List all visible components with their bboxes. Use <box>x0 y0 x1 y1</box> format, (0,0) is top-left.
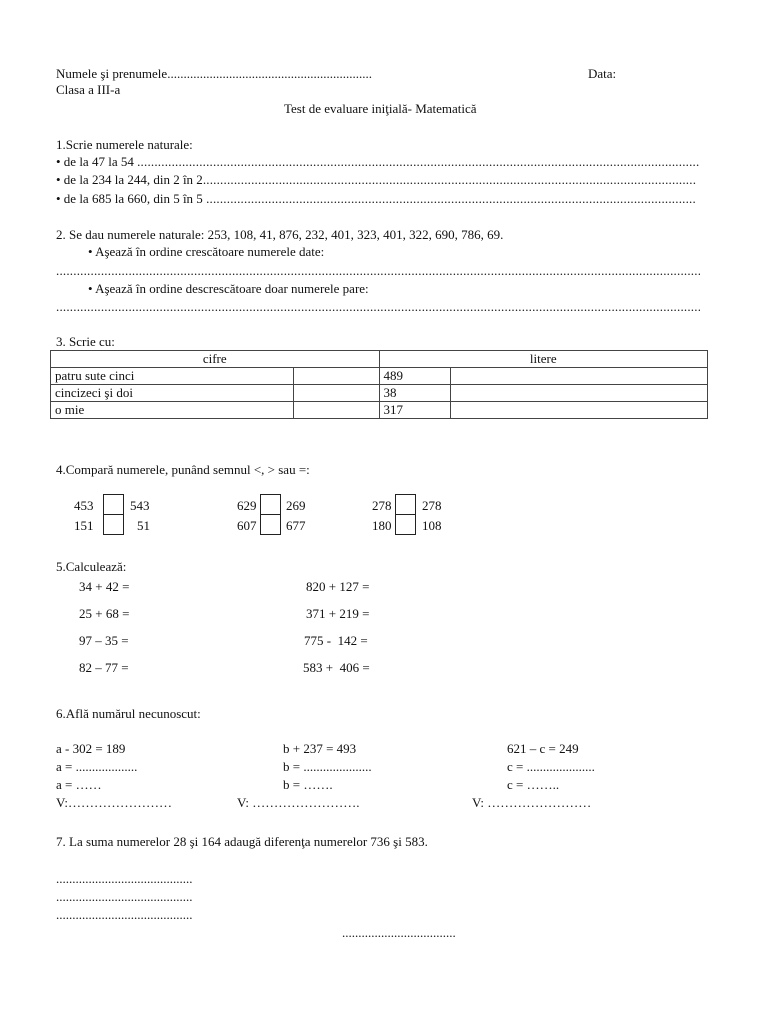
cell-number: 489 <box>379 368 451 385</box>
calc-right: 371 + 219 = <box>306 606 370 621</box>
calc-right: 583 + 406 = <box>303 660 370 675</box>
cell-answer-digits[interactable] <box>293 385 379 402</box>
verification-line: V: …………………… <box>472 795 592 810</box>
compare-a: 629 <box>237 498 257 513</box>
ex4-heading: 4.Compară numerele, punând semnul <, > sau =: <box>56 462 310 477</box>
answer-line: b = ……. <box>283 777 333 792</box>
table-row <box>51 385 708 402</box>
table-row <box>51 402 708 419</box>
ex1-heading: 1.Scrie numerele naturale: <box>56 137 193 152</box>
cell-answer-letters[interactable] <box>451 368 708 385</box>
column-header-digits: cifre <box>51 351 380 368</box>
cell-words: patru sute cinci <box>51 368 294 385</box>
cell-words: o mie <box>51 402 294 419</box>
calc-right: 820 + 127 = <box>306 579 370 594</box>
cell-answer-letters[interactable] <box>451 385 708 402</box>
compare-b: 278 <box>422 498 442 513</box>
cell-answer-digits[interactable] <box>293 368 379 385</box>
ex5-heading: 5.Calculează: <box>56 559 127 574</box>
answer-line: a = ................... <box>56 759 138 774</box>
ex3-table <box>50 350 708 419</box>
verification-line: V:…………………… <box>56 795 173 810</box>
table-row <box>51 368 708 385</box>
cell-answer-digits[interactable] <box>293 402 379 419</box>
compare-b: 269 <box>286 498 306 513</box>
answer-line: ................................... <box>342 925 456 940</box>
answer-line: b = ..................... <box>283 759 372 774</box>
date-label: Data: <box>588 66 617 81</box>
table-header-row <box>51 351 708 368</box>
answer-line: c = …….. <box>507 777 560 792</box>
compare-b: 543 <box>130 498 150 513</box>
ex1-line-2: • de la 234 la 244, din 2 în 2 ..... <box>56 172 696 187</box>
equation: b + 237 = 493 <box>283 741 357 756</box>
class-label: Clasa a III-a <box>56 82 121 97</box>
ex6-heading: 6.Află numărul necunoscut: <box>56 706 201 721</box>
compare-b: 51 <box>137 518 150 533</box>
compare-a: 180 <box>372 518 392 533</box>
compare-b: 677 <box>286 518 306 533</box>
page-title: Test de evaluare iniţială- Matematică <box>284 101 477 116</box>
calc-left: 34 + 42 = <box>79 579 130 594</box>
answer-line: .......................................... <box>56 907 193 922</box>
answer-line: a = …… <box>56 777 102 792</box>
column-header-letters: litere <box>379 351 707 368</box>
compare-box[interactable] <box>260 514 281 535</box>
equation: 621 – c = 249 <box>507 741 579 756</box>
compare-a: 278 <box>372 498 392 513</box>
cell-number: 317 <box>379 402 451 419</box>
cell-number: 38 <box>379 385 451 402</box>
ex3-heading: 3. Scrie cu: <box>56 334 115 349</box>
ex2-answer-line-2 <box>56 299 700 314</box>
calc-right: 775 - 142 = <box>304 633 368 648</box>
calc-left: 97 – 35 = <box>79 633 129 648</box>
compare-a: 151 <box>74 518 94 533</box>
ex2-task-2: • Aşează în ordine descrescătoare doar numerele pare: <box>88 281 369 296</box>
compare-a: 607 <box>237 518 257 533</box>
ex2-task-1: • Aşează în ordine crescătoare numerele date: <box>88 244 325 259</box>
compare-box[interactable] <box>260 494 281 515</box>
compare-box[interactable] <box>103 514 124 535</box>
name-label: Numele şi prenumele............................................................... <box>56 66 372 81</box>
ex1-line-1: • de la 47 la 54 ..... <box>56 154 700 169</box>
calc-left: 25 + 68 = <box>79 606 130 621</box>
compare-box[interactable] <box>395 514 416 535</box>
compare-a: 453 <box>74 498 94 513</box>
equation: a - 302 = 189 <box>56 741 126 756</box>
answer-line: c = ..................... <box>507 759 595 774</box>
answer-line: .......................................... <box>56 889 193 904</box>
compare-box[interactable] <box>103 494 124 515</box>
calc-left: 82 – 77 = <box>79 660 129 675</box>
ex2-heading: 2. Se dau numerele naturale: 253, 108, 41, 876, 232, 401, 323, 401, 322, 690, 786, 69. <box>56 227 504 242</box>
ex7-heading: 7. La suma numerelor 28 şi 164 adaugă diferenţa numerelor 736 şi 583. <box>56 834 428 849</box>
compare-b: 108 <box>422 518 442 533</box>
cell-words: cincizeci şi doi <box>51 385 294 402</box>
cell-answer-letters[interactable] <box>451 402 708 419</box>
ex2-answer-line-1 <box>56 263 700 278</box>
answer-line: .......................................... <box>56 871 193 886</box>
ex1-line-3: • de la 685 la 660, din 5 în 5 ..... <box>56 191 696 206</box>
verification-line: V: ……………………. <box>237 795 360 810</box>
compare-box[interactable] <box>395 494 416 515</box>
